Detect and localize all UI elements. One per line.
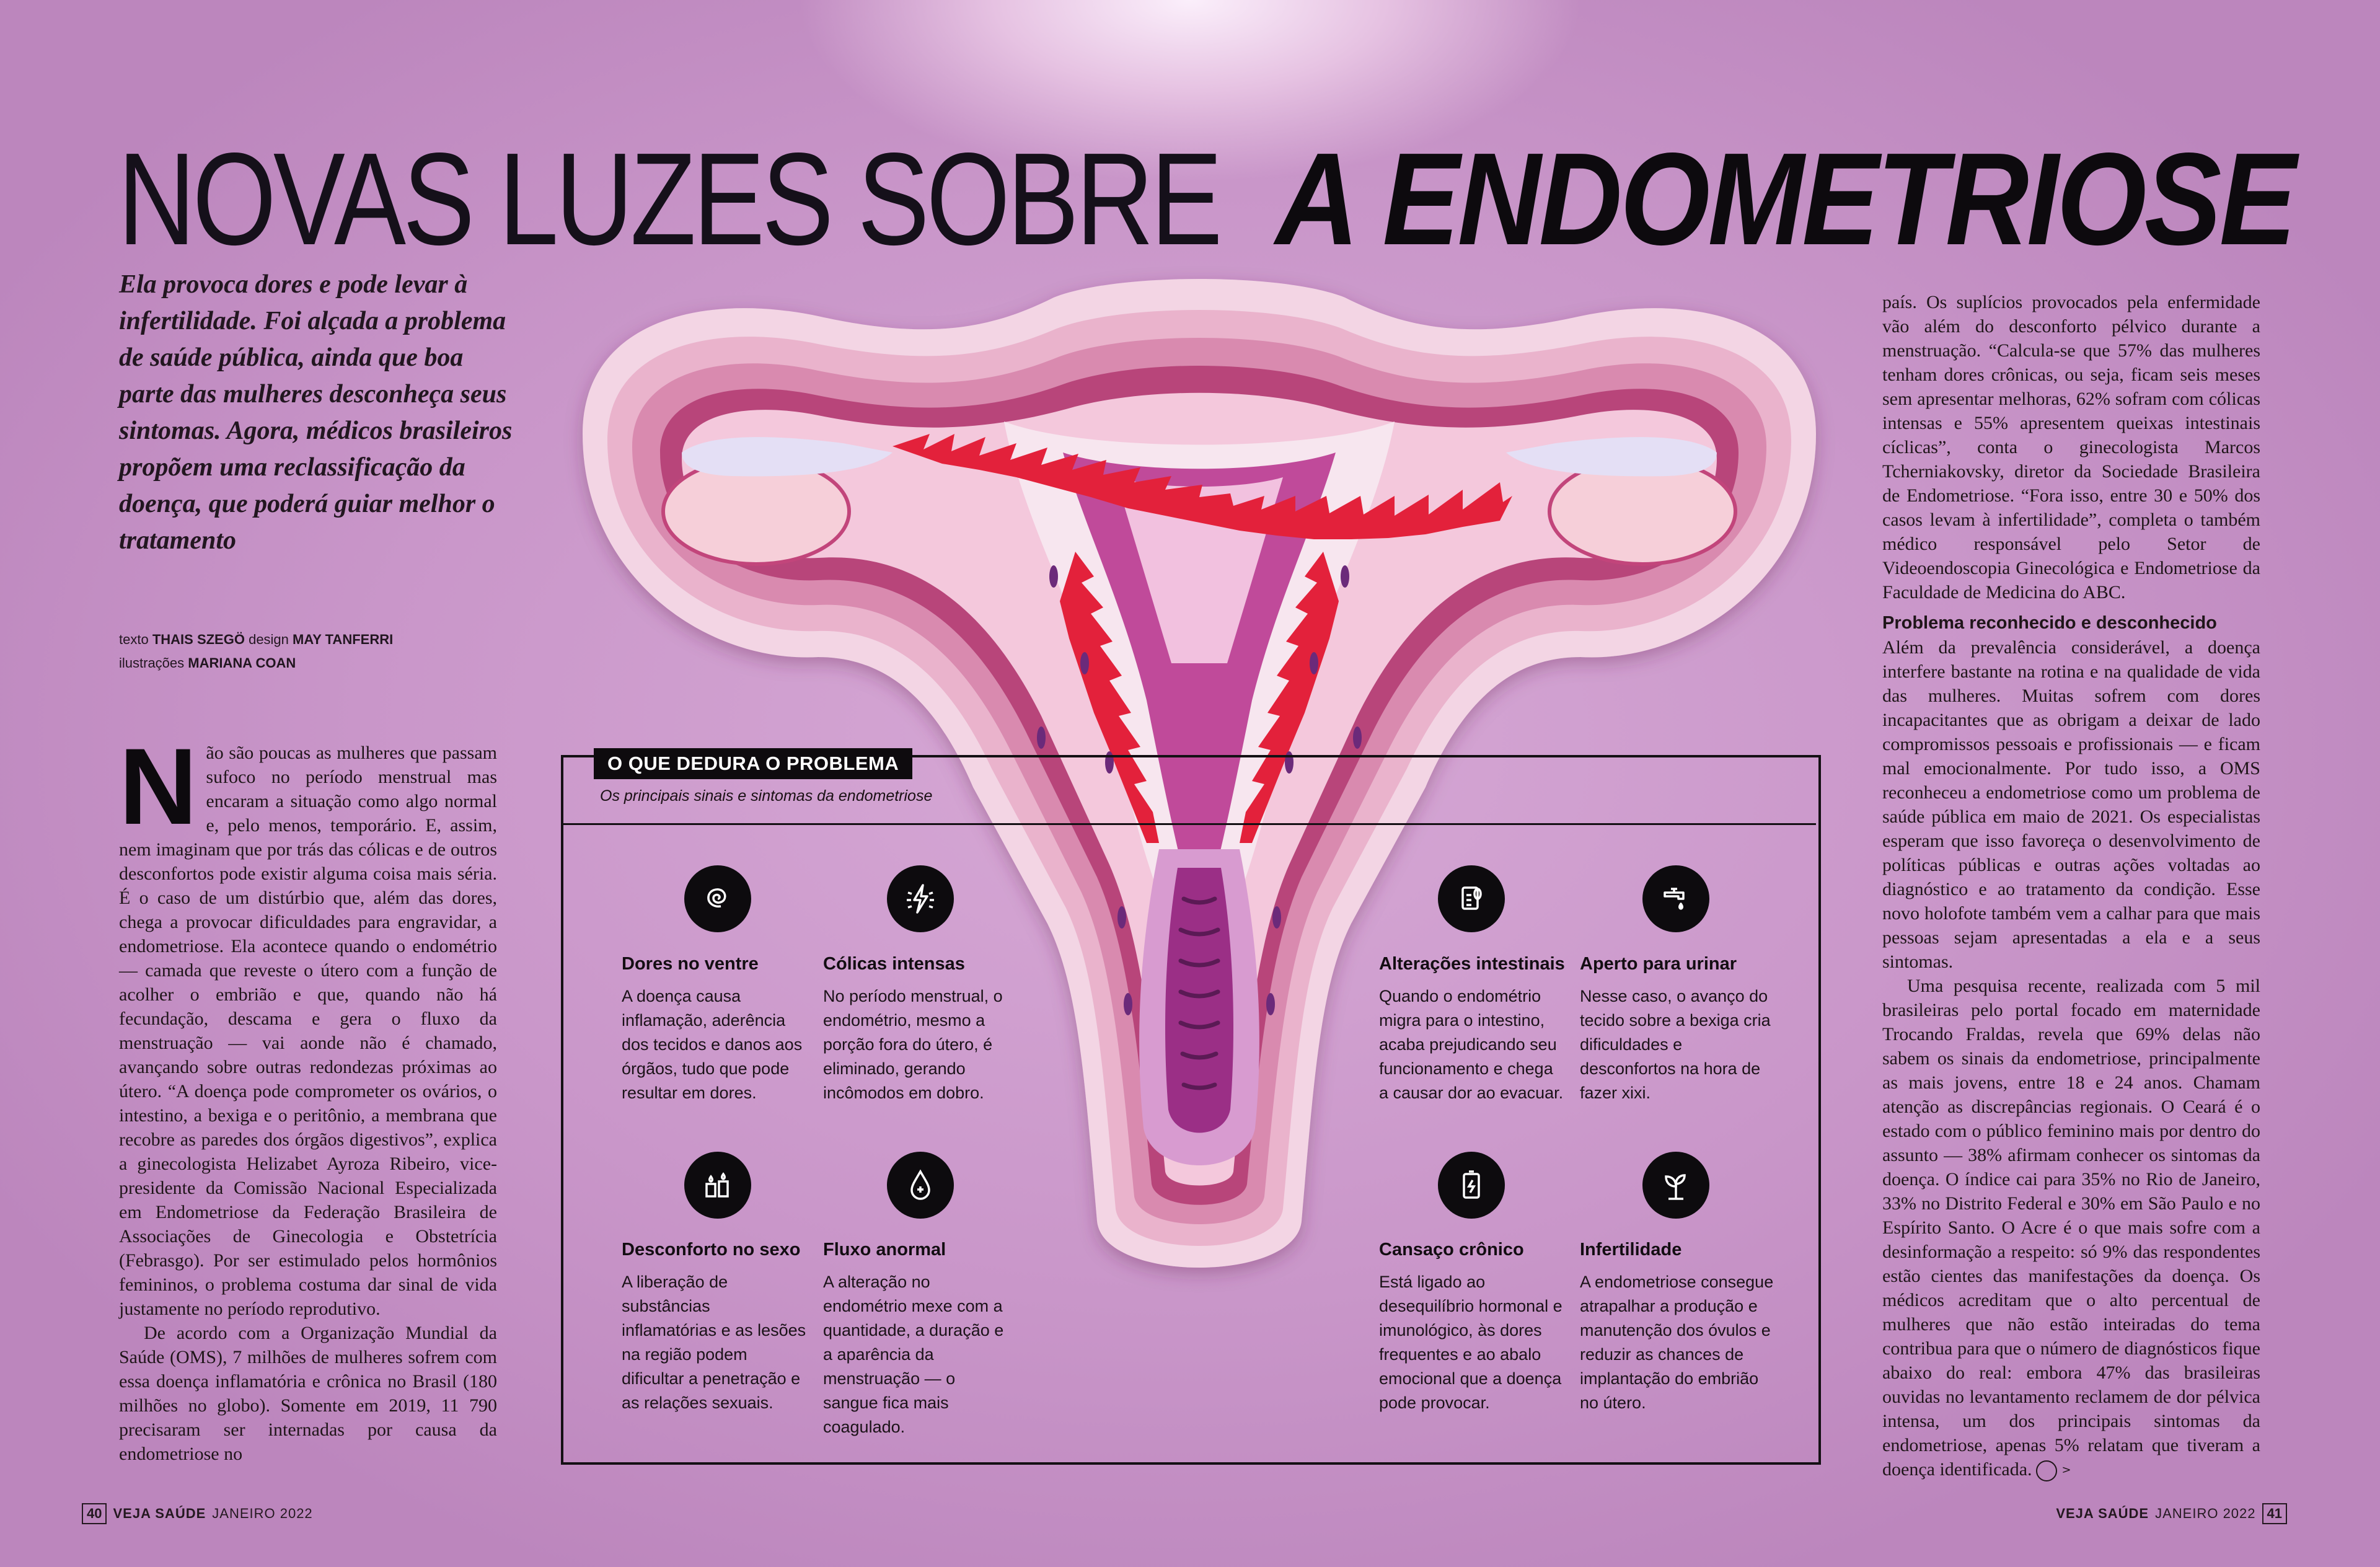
- symptom-text: A alteração no endométrio mexe com a quantidade, a duração e a aparência da menstruação — o sangue fica mais coagulado.: [823, 1273, 1004, 1436]
- symptom-title: Cansaço crônico: [1379, 1240, 1524, 1260]
- candles-icon: [684, 1152, 751, 1219]
- credit-illustration-label: ilustrações: [119, 655, 185, 671]
- folio-left: [82, 1503, 313, 1524]
- credit-illustration-name: MARIANA COAN: [188, 655, 296, 671]
- drop-icon: [887, 1152, 954, 1219]
- symptom-title: Aperto para urinar: [1580, 954, 1737, 974]
- paragraph: Além da prevalência considerável, a doença interfere bastante na rotina e na qualidade de vida das mulheres. Muitas sofrem com dores incapacitantes que as obrigam a deixar de lado compromissos pessoais e profissionais — e ficam mal emocionalmente. Por tudo isso, a OMS reconheceu a endometriose como um problema de saúde pública em maio de 2021. Os especialistas esperam que isso favoreça o desenvolvimento de políticas públicas e outras ações voltadas ao diagnóstico e ao tratamento da condição. Esse novo holofote também vem a calhar para que mais pessoas sejam apresentadas a ela e a seus sintomas.: [1882, 637, 2260, 972]
- spiral-icon: [684, 865, 751, 932]
- credits-line-2: [119, 651, 553, 675]
- paragraph: país. Os suplícios provocados pela enfermidade vão além do desconforto pélvico durante a menstruação. “Calcula-se que 57% das mulheres tenham dores crônicas, ou seja, ficam seis meses sem apresentar melhoras, 62% sofram com cólicas intensas e 55% apresentem queixas intestinais cíclicas”, conta o ginecologista Marcos Tcherniakovsky, diretor da Sociedade Brasileira de Endometriose. “Fora isso, entre 30 e 50% dos casos levam à infertilidade”, completa o também médico responsável pelo Setor de Videoendoscopia Ginecológica e Endometriose da Faculdade de Medicina do ABC.: [1882, 292, 2260, 603]
- body-column-right: [1882, 290, 2260, 1481]
- symptom-text: No período menstrual, o endométrio, mesmo a porção fora do útero, é eliminado, gerando incômodos em dobro.: [823, 987, 1003, 1102]
- symptom-title: Dores no ventre: [622, 954, 759, 974]
- credit-text-name: THAIS SZEGÖ: [152, 632, 245, 647]
- symptom-text: A liberação de substâncias inflamatórias e as lesões na região podem dificultar a penetração e as relações sexuais.: [622, 1273, 806, 1412]
- end-arrow-icon: >: [2036, 1460, 2057, 1481]
- credit-design-name: MAY TANFERRI: [293, 632, 394, 647]
- credits-line-1: [119, 628, 553, 651]
- magazine-name: VEJA SAÚDE: [2056, 1506, 2149, 1521]
- issue-date: JANEIRO 2022: [2155, 1506, 2256, 1521]
- battery-icon: [1438, 1152, 1505, 1219]
- box-divider: [561, 823, 1816, 825]
- credit-text-label: texto: [119, 632, 149, 647]
- paragraph-last: [1882, 974, 2260, 1481]
- toilet-paper-icon: [1438, 865, 1505, 932]
- headline-bold: A ENDOMETRIOSE: [1276, 125, 2294, 272]
- headline-light: NOVAS LUZES SOBRE: [118, 125, 1220, 272]
- symptom-title: Cólicas intensas: [823, 954, 965, 974]
- paragraph: De acordo com a Organização Mundial da Saúde (OMS), 7 milhões de mulheres sofrem com essa doença inflamatória e crônica no Brasil (180 milhões no globo). Somente em 2019, 11 790 precisaram ser internadas por causa da endometriose no: [119, 1323, 497, 1464]
- paragraph: [119, 726, 497, 1321]
- paragraph-text: Uma pesquisa recente, realizada com 5 mil brasileiras pelo portal focado em maternidade Trocando Fraldas, revela que 69% delas não sabem os sinais da endometriose, principalmente as mais jovens, entre 18 e 24 anos. Chamam atenção as discrepâncias regionais. O Ceará é o estado com o público feminino mais por dentro do assunto — 38% afirmam conhecer os sintomas da doença. O índice cai para 35% no Rio de Janeiro, 33% no Distrito Federal e 30% em São Paulo e no Espírito Santo. O Acre é o que mais sofre com a desinformação a respeito: só 9% das respondentes estão cientes das manifestações da doença. Os médicos acreditam que o alto percentual de mulheres que não estão inteiradas do tema contribua para que o número de diagnósticos fique abaixo do real: embora 47% das brasileiras ouvidas no levantamento reclamem de dor pélvica intensa, um dos principais sintomas da endometriose, apenas 5% relatam que tiveram a doença identificada.: [1882, 976, 2260, 1480]
- symptom-text: A endometriose consegue atrapalhar a produção e manutenção dos óvulos e reduzir as chances de implantação do embrião no útero.: [1580, 1273, 1774, 1412]
- symptom-text: Nesse caso, o avanço do tecido sobre a bexiga cria dificuldades e desconfortos na hora de fazer xixi.: [1580, 987, 1771, 1102]
- magazine-name: VEJA SAÚDE: [113, 1506, 206, 1521]
- page-number-right: 41: [2262, 1503, 2287, 1524]
- issue-date: JANEIRO 2022: [212, 1506, 313, 1521]
- subhead: Problema reconhecido e desconhecido: [1882, 613, 2217, 633]
- symptom-title: Fluxo anormal: [823, 1240, 946, 1260]
- box-title: O QUE DEDURA O PROBLEMA: [594, 748, 912, 779]
- faucet-icon: [1642, 865, 1709, 932]
- page-number-left: 40: [82, 1503, 107, 1524]
- symptom-title: Alterações intestinais: [1379, 954, 1565, 974]
- credits: [119, 628, 553, 675]
- lightning-icon: [887, 865, 954, 932]
- symptom-text: A doença causa inflamação, aderência dos tecidos e danos aos órgãos, tudo que pode resultar em dores.: [622, 987, 803, 1102]
- credit-design-label: design: [249, 632, 289, 647]
- sprout-icon: [1642, 1152, 1709, 1219]
- box-subtitle: Os principais sinais e sintomas da endometriose: [600, 787, 933, 805]
- body-column-left: [119, 726, 497, 1466]
- symptom-title: Desconforto no sexo: [622, 1240, 801, 1260]
- symptom-title: Infertilidade: [1580, 1240, 1682, 1260]
- paragraph-text: ão são poucas as mulheres que passam sufoco no período menstrual mas encaram a situação como algo normal e, pelo menos, temporário. E, assim, nem imaginam que por trás das cólicas e de outros desconfortos pode existir alguma coisa mais séria. É o caso de um distúrbio que, além das dores, chega a provocar dificuldades para engravidar, a endometriose. Ela acontece quando o endométrio — camada que reveste o útero com a função de acolher o embrião e que, quando não há fecundação, descama e gera o fluxo da menstruação — vai aonde não é chamado, avançando sobre outras redondezas próximas ao útero. “A doença pode comprometer os ovários, o intestino, a bexiga e o peritônio, a membrana que recobre as paredes dos órgãos digestivos”, explica a ginecologista Helizabet Ayroza Ribeiro, vice-presidente da Comissão Nacional Especializada em Endometriose da Federação Brasileira de Associações de Ginecologia e Obstetrícia (Febrasgo). Por ser estimulado pelos hormônios femininos, o problema costuma dar sinal de vida justamente no período reprodutivo.: [119, 743, 497, 1319]
- drop-cap: N: [119, 726, 198, 847]
- deck: Ela provoca dores e pode levar à infertilidade. Foi alçada a problema de saúde pública, ainda que boa parte das mulheres desconheça seus sintomas. Agora, médicos brasileiros propõem uma reclassificação da doença, que poderá guiar melhor o tratamento: [119, 270, 513, 555]
- folio-right: [2056, 1503, 2287, 1524]
- symptom-text: Está ligado ao desequilíbrio hormonal e imunológico, às dores frequentes e ao abalo emocional que a doença pode provocar.: [1379, 1273, 1562, 1412]
- symptom-text: Quando o endométrio migra para o intestino, acaba prejudicando seu funcionamento e chega a causar dor ao evacuar.: [1379, 987, 1564, 1102]
